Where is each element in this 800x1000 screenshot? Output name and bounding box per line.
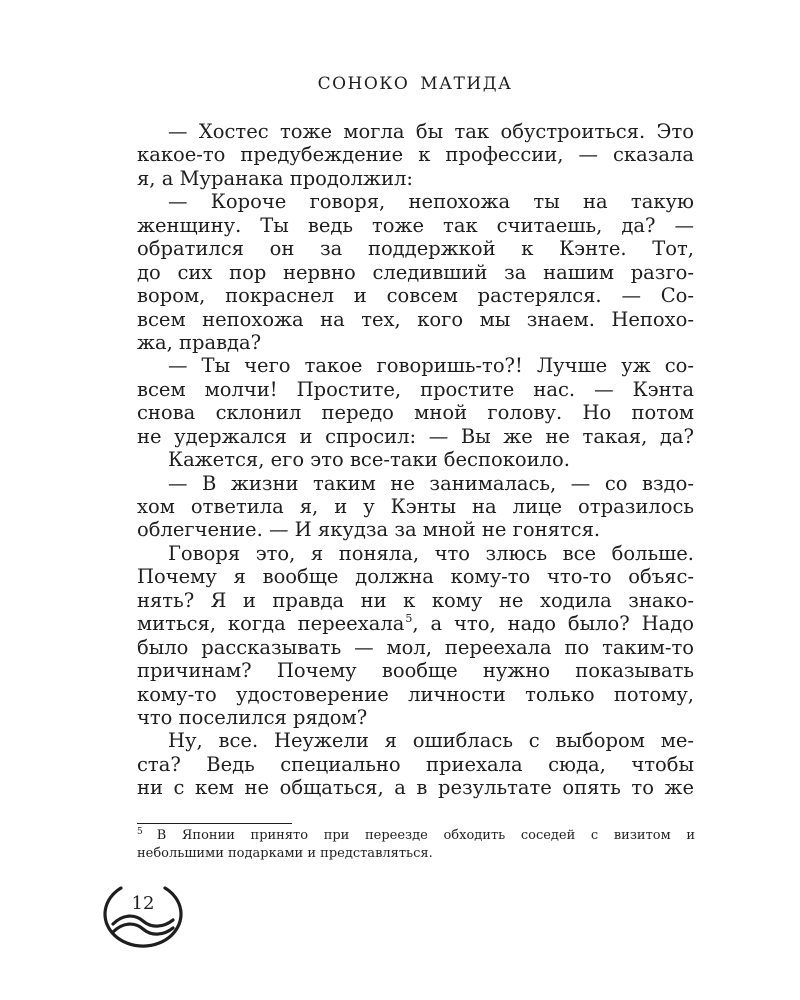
text-line-content: что поселился рядом? [137, 705, 368, 729]
text-line-content: кому-то удостоверение личности только потому, [137, 682, 694, 706]
text-line [137, 284, 694, 307]
text-line-content: я, а Муранака продолжил: [137, 166, 413, 190]
text-line [137, 683, 694, 706]
text-line-content: всем непохожа на тех, кого мы знаем. Непохо- [137, 307, 694, 331]
text-line [137, 706, 694, 729]
text-line-content: причинам? Почему вообще нужно показывать [137, 659, 694, 683]
text-line-content: вором, покраснел и совсем растерялся. — Со- [137, 284, 694, 308]
text-line-content: хом ответила я, и у Кэнты на лице отразилось [137, 495, 694, 518]
text-line-content: Почему я вообще должна кому-то что-то объяс- [137, 565, 694, 589]
text-line [137, 542, 694, 565]
text-line-content: — Хостес тоже могла бы так обустроиться. Это [168, 120, 694, 143]
footnote-divider [137, 823, 292, 824]
footnote-marker: 5 [137, 827, 143, 837]
text-line [137, 120, 694, 143]
text-line-content: нять? Я и правда ни к кому не ходила знако- [137, 588, 694, 612]
body-text [137, 120, 694, 800]
text-line [137, 659, 694, 682]
text-line [137, 565, 694, 588]
text-line [137, 261, 694, 284]
text-line [137, 190, 694, 213]
text-line-content: Кажется, его это все-таки беспокоило. [168, 448, 570, 472]
text-line-content: — Короче говоря, непохожа ты на такую [168, 190, 694, 214]
footnote-text-1: В Японии принято при переезде обходить соседей с визитом и [156, 828, 695, 843]
text-line [137, 753, 694, 776]
text-line-content: жа, правда? [137, 330, 262, 354]
text-line-content: обратился он за поддержкой к Кэнте. Тот, [137, 237, 694, 261]
text-line-content: какое-то предубеждение к профессии, — сказала [137, 143, 694, 167]
text-line [137, 612, 694, 635]
wave-emblem-icon [101, 880, 185, 952]
text-line-content: миться, когда переехала [137, 612, 405, 636]
text-line [137, 589, 694, 612]
text-line-content: — Ты чего такое говоришь-то?! Лучше уж со- [168, 354, 694, 378]
text-line-content: женщину. Ты ведь тоже так считаешь, да? — [137, 213, 694, 237]
text-line-content: ни с кем не общаться, а в результате опять то же [137, 776, 694, 800]
text-line-content: было рассказывать — мол, переехала по таким-то [137, 635, 694, 659]
text-line-content: облегчение. — И якудза за мной не гонятся. [137, 518, 601, 542]
text-line-content: всем молчи! Простите, простите нас. — Кэнта [137, 377, 694, 401]
text-line [137, 448, 694, 471]
text-line [137, 214, 694, 237]
running-header-title: СОНОКО МАТИДА [317, 74, 513, 94]
footnote [137, 827, 695, 863]
text-line [137, 472, 694, 495]
text-line [137, 636, 694, 659]
text-line [137, 378, 694, 401]
text-line [137, 401, 694, 424]
text-line [137, 776, 694, 799]
text-line [137, 143, 694, 166]
text-line [137, 354, 694, 377]
text-line [137, 308, 694, 331]
text-line-content: ста? Ведь специально приехала сюда, чтобы [137, 752, 694, 776]
text-line-content: не удержался и спросил: — Вы же не такая, да? [137, 424, 694, 448]
footnote-line-2: небольшими подарками и представляться. [137, 846, 433, 861]
footnote-line-1 [137, 827, 695, 845]
text-line [137, 729, 694, 752]
text-line [137, 518, 694, 541]
text-line-content: Ну, все. Неужели я ошиблась с выбором ме- [168, 729, 694, 753]
text-line [137, 331, 694, 354]
text-line [137, 495, 694, 518]
page-number: 12 [131, 893, 155, 914]
text-line-content: Говоря это, я поняла, что злюсь все больше. [168, 541, 694, 565]
text-line [137, 237, 694, 260]
text-line [137, 425, 694, 448]
text-line-content: — В жизни таким не занималась, — со вздо- [168, 471, 694, 495]
text-line-content: до сих пор нервно следивший за нашим разго- [137, 260, 694, 284]
text-line-continuation: , а что, надо было? Надо [412, 612, 694, 636]
footnote-reference: 5 [405, 612, 413, 626]
text-line [137, 167, 694, 190]
text-line-content: снова склонил передо мной голову. Но потом [137, 401, 694, 425]
